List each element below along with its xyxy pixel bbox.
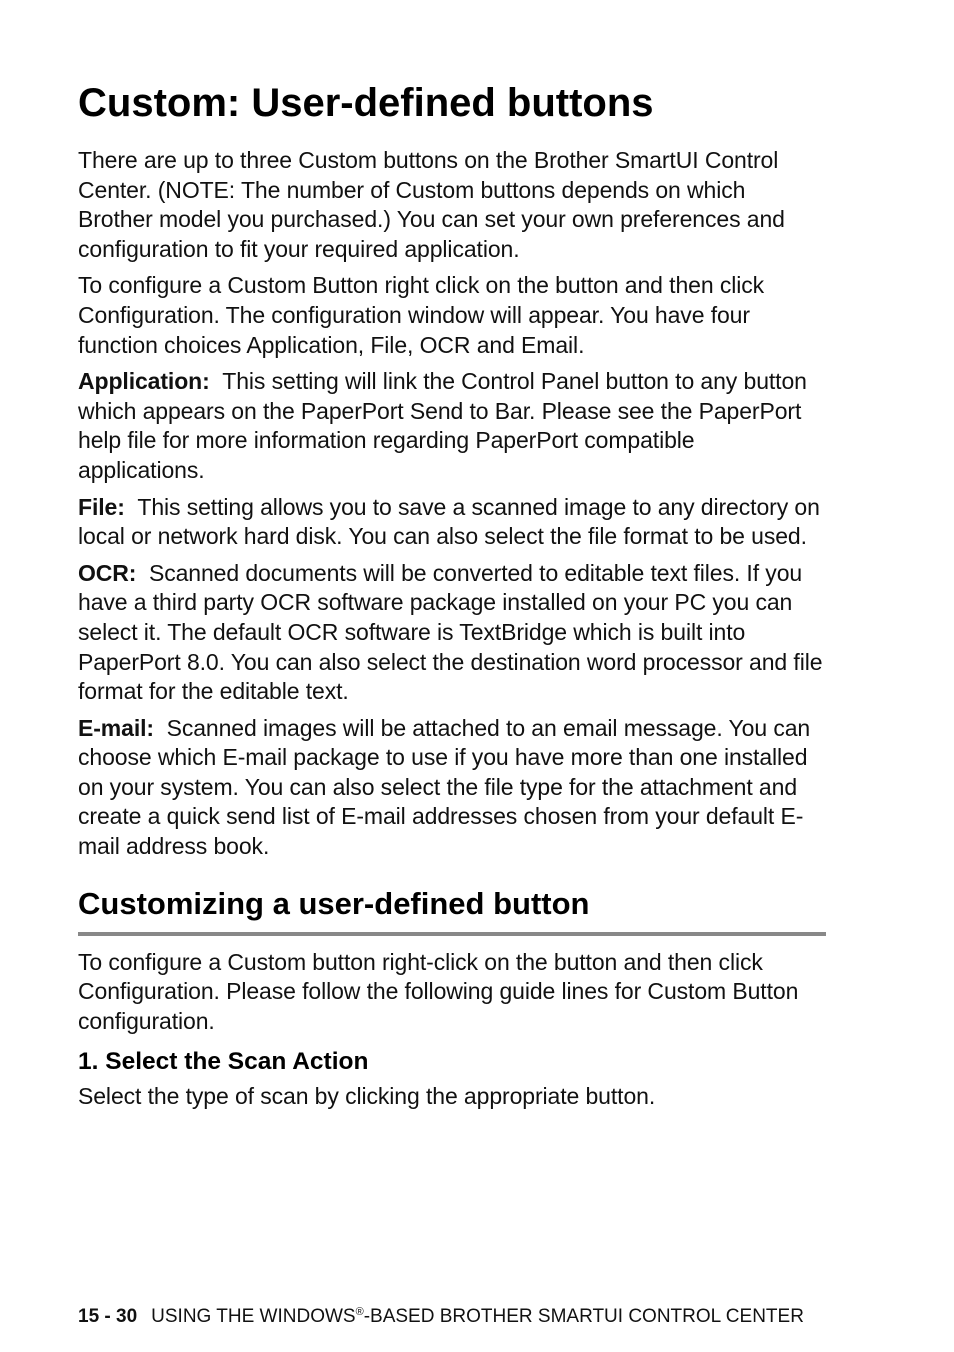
subsection-paragraph: Select the type of scan by clicking the appropriate button. [78, 1083, 656, 1110]
intro-paragraph: To configure a Custom Button right click on the button and then click Configuration. The configuration window will appear. You have four function choices Application, File, OCR and Email. [78, 272, 765, 358]
definition-term: File: [78, 493, 125, 520]
definition-term: E-mail: [78, 714, 154, 741]
definition-text: Scanned images will be attached to an email message. You can choose which E-mail package to use if you have more than one installed on your system. You can also select the file type for the attachment and create a quick send list of E-mail addresses chosen from your default E-mail address book. [78, 714, 811, 860]
definition-text: This setting will link the Control Panel button to any button which appears on the PaperPort Send to Bar. Please see the PaperPort help file for more information regarding PaperPort compatible applications. [78, 368, 807, 483]
page-number: 15 - 30 [78, 1306, 138, 1327]
definition-text: Scanned documents will be converted to editable text files. If you have a third party OCR software package installed on your PC you can select it. The default OCR software is TextBridge which is built into PaperPort 8.0. You can also select the destination word processor and file format for the editable text. [78, 559, 823, 705]
footer-text: USING THE WINDOWS [151, 1306, 356, 1327]
footer-text-suffix: -BASED BROTHER SMARTUI CONTROL CENTER [363, 1306, 804, 1327]
definition-email [78, 714, 826, 862]
document-page [78, 78, 826, 1119]
definition-term: OCR: [78, 559, 137, 586]
section-paragraph: To configure a Custom button right-click on the button and then click Configuration. Please follow the following guide lines for Custom Button configuration. [78, 948, 799, 1034]
registered-mark: ® [355, 1306, 364, 1318]
subsection-heading: 1. Select the Scan Action [78, 1048, 369, 1076]
definition-file [78, 493, 826, 552]
page-title: Custom: User-defined buttons [78, 81, 654, 125]
definition-term: Application: [78, 368, 210, 395]
definition-application [78, 367, 826, 485]
definition-ocr [78, 559, 826, 707]
section-heading: Customizing a user-defined button [78, 884, 826, 936]
definition-text: This setting allows you to save a scanned image to any directory on local or network hard disk. You can also select the file format to be used. [78, 493, 820, 550]
page-footer [78, 1299, 804, 1330]
intro-paragraph: There are up to three Custom buttons on the Brother SmartUI Control Center. (NOTE: The number of Custom buttons depends on which Brother model you purchased.) You can set your own preferences and configuration to fit your required application. [78, 147, 785, 262]
